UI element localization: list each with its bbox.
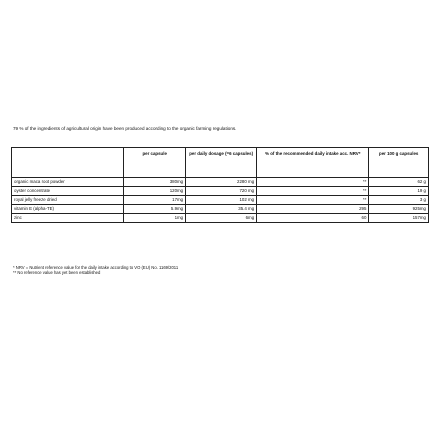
ingredient-name: oyster concentrate: [12, 187, 124, 196]
no-reference-footnote: ** No reference value has yet been established: [13, 270, 101, 276]
ingredient-name: royal jelly freeze dried: [12, 196, 124, 205]
per-100g-value: 157mg: [369, 214, 429, 223]
header-nrv-percent: % of the recommended daily intake acc. NRV*: [257, 148, 369, 178]
per-capsule-value: 1mg: [124, 214, 186, 223]
ingredient-name: organic maca root powder: [12, 178, 124, 187]
per-capsule-value: 5.9mg: [124, 205, 186, 214]
nrv-percent-value: 295: [257, 205, 369, 214]
nrv-percent-value: **: [257, 187, 369, 196]
organic-ingredients-statement: 79 % of the ingredients of agricultural origin have been produced according to the organic farming regulations.: [13, 126, 237, 131]
per-daily-dosage-value: 6mg: [186, 214, 257, 223]
per-capsule-value: 380mg: [124, 178, 186, 187]
nrv-percent-value: **: [257, 196, 369, 205]
nrv-percent-value: **: [257, 178, 369, 187]
per-100g-value: 62 g: [369, 178, 429, 187]
per-100g-value: 925mg: [369, 205, 429, 214]
header-ingredient: [12, 148, 124, 178]
ingredient-name: vitamin E (alpha-TE): [12, 205, 124, 214]
per-100g-value: 19 g: [369, 187, 429, 196]
per-daily-dosage-value: 35.4 mg: [186, 205, 257, 214]
per-capsule-value: 120mg: [124, 187, 186, 196]
table-row: [12, 196, 429, 205]
table-row: [12, 214, 429, 223]
table-header-row: [12, 148, 429, 178]
footnotes: [13, 265, 423, 275]
per-daily-dosage-value: 2280 mg: [186, 178, 257, 187]
nrv-footnote: * NRV = Nutrient reference value for the daily intake according to VO (EU) No. 1169/2011: [13, 265, 179, 270]
header-per-100g: per 100 g capsules: [369, 148, 429, 178]
header-per-daily-dosage: per daily dosage (=6 capsules): [186, 148, 257, 178]
nutrition-facts-table: [11, 147, 429, 223]
table-row: [12, 178, 429, 187]
table-row: [12, 205, 429, 214]
per-daily-dosage-value: 720 mg: [186, 187, 257, 196]
ingredient-name: zinc: [12, 214, 124, 223]
per-100g-value: 3 g: [369, 196, 429, 205]
table-row: [12, 187, 429, 196]
nrv-percent-value: 60: [257, 214, 369, 223]
per-daily-dosage-value: 102 mg: [186, 196, 257, 205]
header-per-capsule: per capsule: [124, 148, 186, 178]
per-capsule-value: 17mg: [124, 196, 186, 205]
